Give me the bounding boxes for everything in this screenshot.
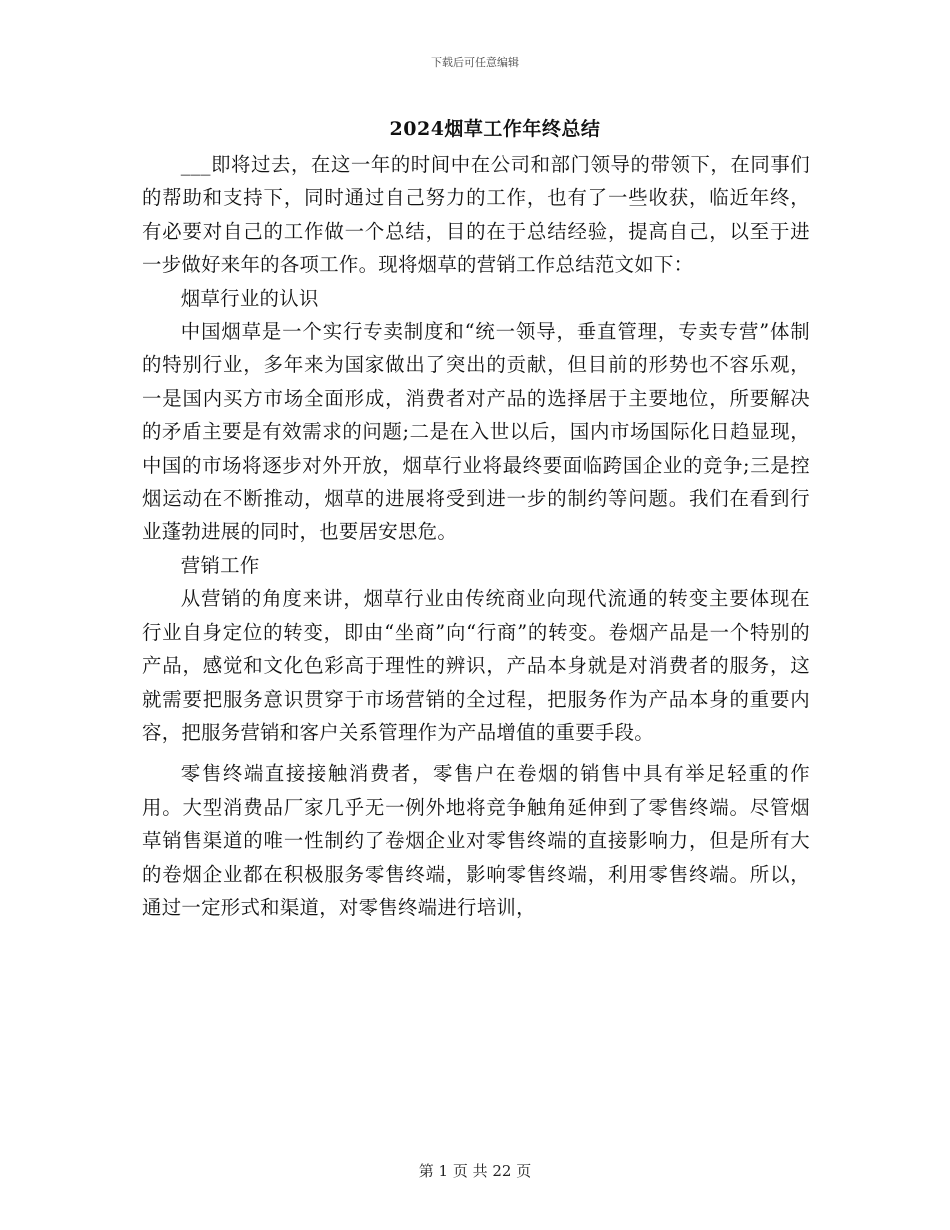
page-number: 第 1 页 共 22 页 [418, 1162, 532, 1180]
paragraph-industry: 中国烟草是一个实行专卖制度和“统一领导，垂直管理，专卖专营”体制的特别行业，多年来为国家做出了突出的贡献，但目前的形势也不容乐观，一是国内买方市场全面形成，消费者对产品的选择居于主要地位，所要解决的矛盾主要是有效需求的问题;二是在入世以后，国内市场国际化日趋显现，中国的市场将逐步对外开放，烟草行业将最终要面临跨国企业的竞争;三是控烟运动在不断推动，烟草的进展将受到进一步的制约等问题。我们在看到行业蓬勃进展的同时，也要居安思危。 [142, 320, 810, 544]
document-body [142, 148, 810, 924]
header-note: 下载后可任意编辑 [431, 56, 519, 69]
paragraph-intro: ___即将过去，在这一年的时间中在公司和部门领导的带领下，在同事们的帮助和支持下，同时通过自己努力的工作，也有了一些收获，临近年终，有必要对自己的工作做一个总结，目的在于总结经验，提高自己，以至于进一步做好来年的各项工作。现将烟草的营销工作总结范文如下： [142, 153, 810, 277]
document-title: 2024烟草工作年终总结 [389, 118, 601, 140]
paragraph-marketing: 从营销的角度来讲，烟草行业由传统商业向现代流通的转变主要体现在行业自身定位的转变，即由“坐商”向“行商”的转变。卷烟产品是一个特别的产品，感觉和文化色彩高于理性的辨识，产品本身就是对消费者的服务，这就需要把服务意识贯穿于市场营销的全过程，把服务作为产品本身的重要内容，把服务营销和客户关系管理作为产品增值的重要手段。 [142, 587, 810, 744]
section-heading-industry: 烟草行业的认识 [180, 286, 319, 310]
paragraph-retail: 零售终端直接接触消费者，零售户在卷烟的销售中具有举足轻重的作用。大型消费品厂家几乎无一例外地将竞争触角延伸到了零售终端。尽管烟草销售渠道的唯一性制约了卷烟企业对零售终端的直接影响力，但是所有大的卷烟企业都在积极服务零售终端，影响零售终端，利用零售终端。所以，通过一定形式和渠道，对零售终端进行培训， [142, 762, 810, 919]
section-heading-marketing: 营销工作 [180, 553, 260, 577]
